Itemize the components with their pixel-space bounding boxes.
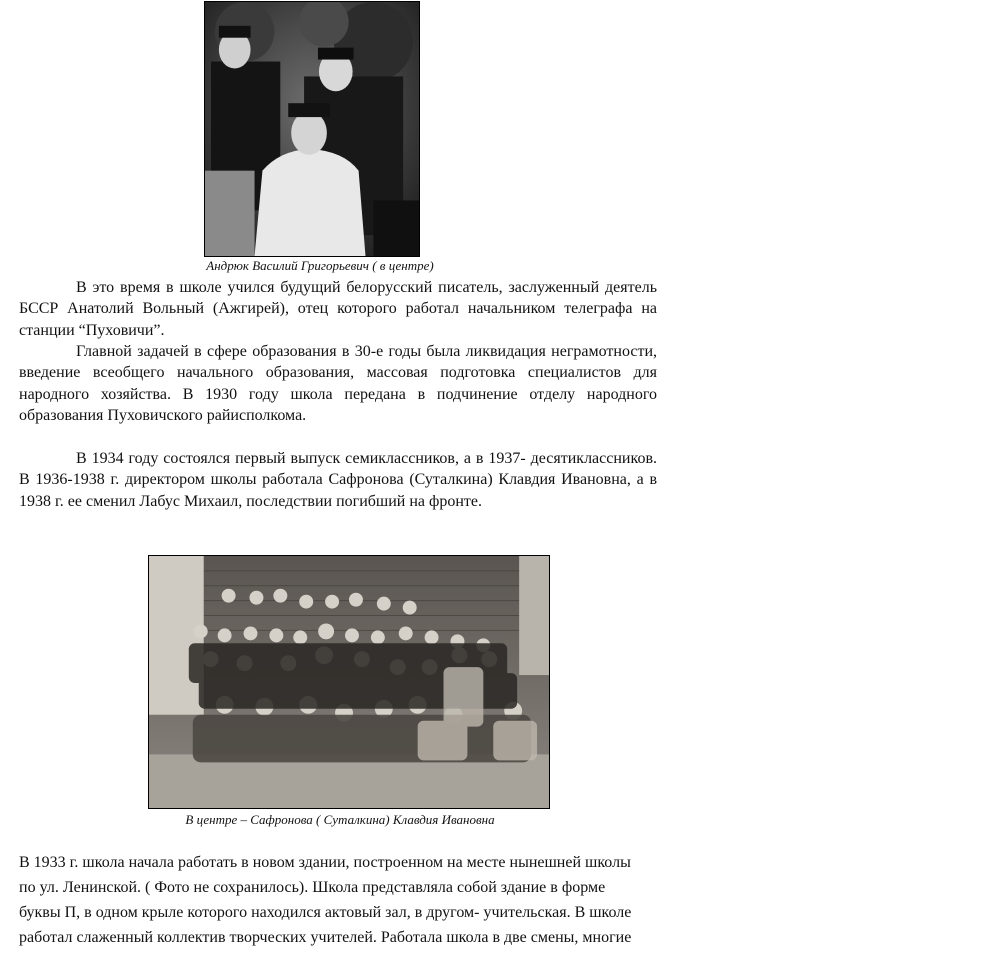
photo-caption: Андрюк Василий Григорьевич ( в центре) — [206, 258, 434, 273]
portrait-photo-icon — [205, 2, 419, 256]
photo-caption: В центре – Сафронова ( Суталкина) Клавдия Ивановна — [185, 812, 495, 827]
group-photo — [148, 555, 550, 809]
paragraph: В 1934 году состоялся первый выпуск семиклассников, а в 1937- десятиклассников. В 1936-1938 г. директором школы работала Сафронова (Суталкина) Клавдия Ивановна, а в 1938 г. ее сменил Лабус Михаил, последствии погибший на фронте. — [19, 450, 657, 510]
portrait-photo — [204, 1, 420, 257]
closing-paragraph: В 1933 г. школа начала работать в новом здании, построенном на месте нынешней школы по ул. Ленинской. ( Фото не сохранилось). Школа представляла собой здание в форме буквы П, в одном крыле которого находился актовый зал, в другом- учительская. В школе работал слаженный коллектив творческих учителей. Работала школа в две смены, многие — [19, 854, 632, 946]
paragraph: В это время в школе учился будущий белорусский писатель, заслуженный деятель БССР Анатолий Вольный (Ажгирей), отец которого работал начальником телеграфа на станции “Пуховичи”. — [19, 279, 657, 339]
paragraph: Главной задачей в сфере образования в 30-е годы была ликвидация неграмотности, введение всеобщего начального образования, массовая подготовка специалистов для народного хозяйства. В 1930 году школа передана в подчинение отделу народного образования Пуховичского райисполкома. — [19, 343, 657, 425]
group-photo-icon — [149, 556, 549, 808]
